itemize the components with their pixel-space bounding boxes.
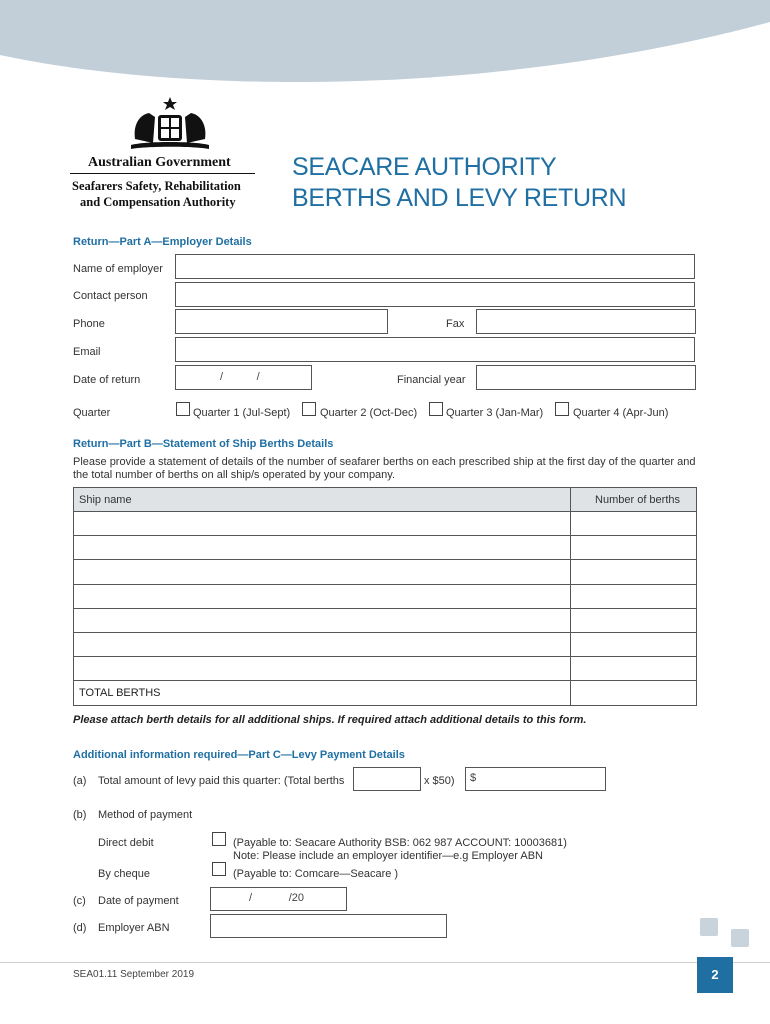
date-of-return-field[interactable] — [175, 365, 312, 390]
ship-name-cell[interactable] — [74, 608, 571, 632]
berths-cell[interactable] — [571, 512, 697, 536]
total-berths-input[interactable] — [353, 767, 421, 791]
quarter-2-label: Quarter 2 (Oct-Dec) — [320, 407, 418, 419]
item-c-marker: (c) — [73, 895, 86, 907]
table-row — [74, 657, 697, 681]
email-label: Email — [73, 346, 101, 358]
footer-divider — [0, 962, 770, 963]
direct-debit-details: (Payable to: Seacare Authority BSB: 062 987 ACCOUNT: 10003681) — [233, 837, 567, 849]
contact-person-field[interactable] — [175, 282, 695, 307]
berths-cell[interactable] — [571, 608, 697, 632]
berths-cell[interactable] — [571, 584, 697, 608]
berths-column-header: Number of berths — [571, 488, 697, 512]
berths-cell[interactable] — [571, 657, 697, 681]
document-title — [292, 152, 626, 214]
ship-name-cell[interactable] — [74, 632, 571, 656]
part-c-heading: Additional information required—Part C—Levy Payment Details — [73, 749, 405, 761]
date-of-payment-field[interactable] — [210, 887, 347, 911]
ship-name-column-header: Ship name — [74, 488, 571, 512]
berths-cell[interactable] — [571, 536, 697, 560]
table-row — [74, 560, 697, 584]
by-cheque-label: By cheque — [98, 868, 150, 880]
fax-label: Fax — [446, 318, 465, 330]
quarter-3-label: Quarter 3 (Jan-Mar) — [446, 407, 544, 419]
item-b-marker: (b) — [73, 809, 87, 821]
table-row — [74, 608, 697, 632]
financial-year-label: Financial year — [397, 374, 466, 386]
decorative-square — [731, 929, 749, 947]
currency-symbol: $ — [470, 772, 477, 784]
attach-berth-details-note: Please attach berth details for all additional ships. If required attach additional details to this form. — [73, 714, 587, 726]
levy-amount-field[interactable] — [465, 767, 606, 791]
direct-debit-checkbox[interactable] — [212, 832, 226, 846]
header-wave-decoration — [0, 0, 770, 90]
ship-name-cell[interactable] — [74, 584, 571, 608]
contact-person-label: Contact person — [73, 290, 148, 302]
document-reference: SEA01.11 September 2019 — [73, 969, 195, 980]
cheque-payee-note: (Payable to: Comcare—Seacare ) — [233, 868, 399, 880]
quarter-1-checkbox[interactable] — [176, 402, 190, 416]
phone-label: Phone — [73, 318, 105, 330]
levy-multiplier-label: x $50) — [424, 775, 455, 787]
by-cheque-checkbox[interactable] — [212, 862, 226, 876]
employer-name-label: Name of employer — [73, 263, 163, 275]
coat-of-arms-icon — [125, 95, 215, 153]
total-berths-row — [74, 681, 697, 705]
table-row — [74, 584, 697, 608]
government-name: Australian Government — [88, 155, 231, 170]
total-berths-label: TOTAL BERTHS — [74, 681, 571, 705]
ship-name-cell[interactable] — [74, 657, 571, 681]
table-row — [74, 632, 697, 656]
item-a-marker: (a) — [73, 775, 87, 787]
payment-method-label: Method of payment — [98, 809, 193, 821]
direct-debit-label: Direct debit — [98, 837, 154, 849]
levy-total-label: Total amount of levy paid this quarter: (Total berths — [98, 775, 345, 787]
quarter-3-checkbox[interactable] — [429, 402, 443, 416]
payment-date-separator: / /20 — [249, 892, 305, 904]
title-line2: BERTHS AND LEVY RETURN — [292, 184, 627, 212]
agency-name-line2: and Compensation Authority — [80, 195, 236, 209]
financial-year-field[interactable] — [476, 365, 696, 390]
berths-cell[interactable] — [571, 560, 697, 584]
ship-name-cell[interactable] — [74, 512, 571, 536]
email-field[interactable] — [175, 337, 695, 362]
date-of-payment-text: Date of payment — [98, 895, 179, 907]
part-b-heading: Return—Part B—Statement of Ship Berths Details — [73, 438, 334, 450]
quarter-1-label: Quarter 1 (Jul-Sept) — [193, 407, 291, 419]
part-a-heading: Return—Part A—Employer Details — [73, 236, 252, 248]
agency-name-line1: Seafarers Safety, Rehabilitation — [72, 179, 241, 193]
ship-berths-table — [73, 487, 697, 706]
item-d-marker: (d) — [73, 922, 87, 934]
phone-field[interactable] — [175, 309, 388, 334]
employer-abn-field[interactable] — [210, 914, 447, 938]
quarter-2-checkbox[interactable] — [302, 402, 316, 416]
ship-name-cell[interactable] — [74, 536, 571, 560]
direct-debit-note: Note: Please include an employer identifier—e.g Employer ABN — [233, 850, 543, 862]
employer-name-field[interactable] — [175, 254, 695, 279]
table-row — [74, 512, 697, 536]
fax-field[interactable] — [476, 309, 696, 334]
quarter-4-label: Quarter 4 (Apr-Jun) — [573, 407, 669, 419]
berths-cell[interactable] — [571, 632, 697, 656]
page-number: 2 — [697, 957, 733, 993]
decorative-square — [700, 918, 718, 936]
quarter-label: Quarter — [73, 407, 111, 419]
quarter-4-checkbox[interactable] — [555, 402, 569, 416]
date-separator: / / — [220, 371, 260, 383]
part-b-instructions: Please provide a statement of details of the number of seafarer berths on each prescribed ship at the first day of the quarter and the total number of berths on all ship/s operated by your company. — [73, 456, 696, 481]
total-berths-cell[interactable] — [571, 681, 697, 705]
employer-abn-label: Employer ABN — [98, 922, 170, 934]
logo-divider — [70, 173, 255, 174]
table-row — [74, 536, 697, 560]
title-line1: SEACARE AUTHORITY — [292, 153, 557, 181]
table-header-row — [74, 488, 697, 512]
date-of-return-label: Date of return — [73, 374, 141, 386]
ship-name-cell[interactable] — [74, 560, 571, 584]
